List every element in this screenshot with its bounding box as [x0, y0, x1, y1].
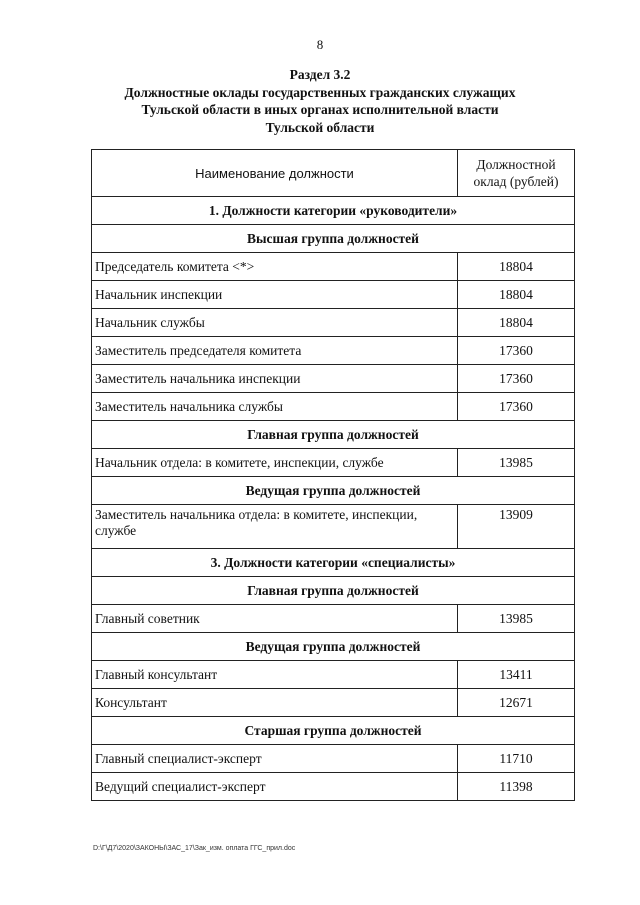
- position-name: Председатель комитета <*>: [92, 253, 458, 281]
- group-row: [92, 421, 575, 449]
- table-row: [92, 337, 575, 365]
- group-label: Главная группа должностей: [92, 421, 575, 449]
- group-label: Ведущая группа должностей: [92, 477, 575, 505]
- group-label: Главная группа должностей: [92, 577, 575, 605]
- salary-value: 12671: [458, 689, 575, 717]
- salary-value: 13985: [458, 605, 575, 633]
- header-salary-line: оклад (рублей): [473, 174, 559, 189]
- group-row: [92, 717, 575, 745]
- table-row: [92, 281, 575, 309]
- table-row: [92, 393, 575, 421]
- heading-line: Должностные оклады государственных гражданских служащих: [124, 84, 516, 100]
- position-name: Главный специалист-эксперт: [92, 745, 458, 773]
- heading-line: Тульской области в иных органах исполнительной власти: [141, 102, 499, 117]
- section-title: Раздел 3.2: [289, 67, 351, 82]
- group-label: Ведущая группа должностей: [92, 633, 575, 661]
- group-label: Старшая группа должностей: [92, 717, 575, 745]
- salary-table: [91, 149, 575, 801]
- table-header-row: [92, 150, 575, 197]
- position-name: Консультант: [92, 689, 458, 717]
- table-row: [92, 689, 575, 717]
- category-row: [92, 549, 575, 577]
- position-name: Начальник отдела: в комитете, инспекции, службе: [92, 449, 458, 477]
- group-row: [92, 577, 575, 605]
- table-row: [92, 605, 575, 633]
- salary-value: 11710: [458, 745, 575, 773]
- file-path-footer: D:\Г\Д7\2020\ЗАКОНЫ\ЗАС_17\Зак_изм. оплата ГГС_прил.doc: [93, 845, 296, 852]
- header-salary-line: Должностной: [476, 157, 556, 172]
- table-row: [92, 745, 575, 773]
- group-row: [92, 225, 575, 253]
- salary-value: 13909: [458, 505, 575, 549]
- salary-value: 17360: [458, 393, 575, 421]
- position-name: Ведущий специалист-эксперт: [92, 773, 458, 801]
- table-row: [92, 309, 575, 337]
- category-row: [92, 197, 575, 225]
- salary-value: 11398: [458, 773, 575, 801]
- group-label: Высшая группа должностей: [92, 225, 575, 253]
- salary-value: 17360: [458, 337, 575, 365]
- salary-value: 13411: [458, 661, 575, 689]
- position-name: Заместитель начальника отдела: в комитете, инспекции, службе: [92, 505, 458, 549]
- position-name: Заместитель начальника инспекции: [92, 365, 458, 393]
- table-row: [92, 773, 575, 801]
- header-position-name: Наименование должности: [92, 150, 458, 197]
- salary-value: 17360: [458, 365, 575, 393]
- table-row: [92, 661, 575, 689]
- position-name: Заместитель начальника службы: [92, 393, 458, 421]
- salary-value: 18804: [458, 281, 575, 309]
- table-row: [92, 505, 575, 549]
- salary-value: 18804: [458, 309, 575, 337]
- category-label: 1. Должности категории «руководители»: [92, 197, 575, 225]
- position-name: Начальник инспекции: [92, 281, 458, 309]
- group-row: [92, 477, 575, 505]
- document-heading: [0, 66, 640, 136]
- category-label: 3. Должности категории «специалисты»: [92, 549, 575, 577]
- header-salary: [458, 150, 575, 197]
- table-row: [92, 253, 575, 281]
- position-name: Заместитель председателя комитета: [92, 337, 458, 365]
- group-row: [92, 633, 575, 661]
- position-name: Главный советник: [92, 605, 458, 633]
- table-row: [92, 365, 575, 393]
- position-name: Главный консультант: [92, 661, 458, 689]
- page-number: 8: [316, 37, 324, 52]
- heading-line: Тульской области: [265, 119, 375, 135]
- salary-value: 18804: [458, 253, 575, 281]
- table-row: [92, 449, 575, 477]
- salary-value: 13985: [458, 449, 575, 477]
- position-name: Начальник службы: [92, 309, 458, 337]
